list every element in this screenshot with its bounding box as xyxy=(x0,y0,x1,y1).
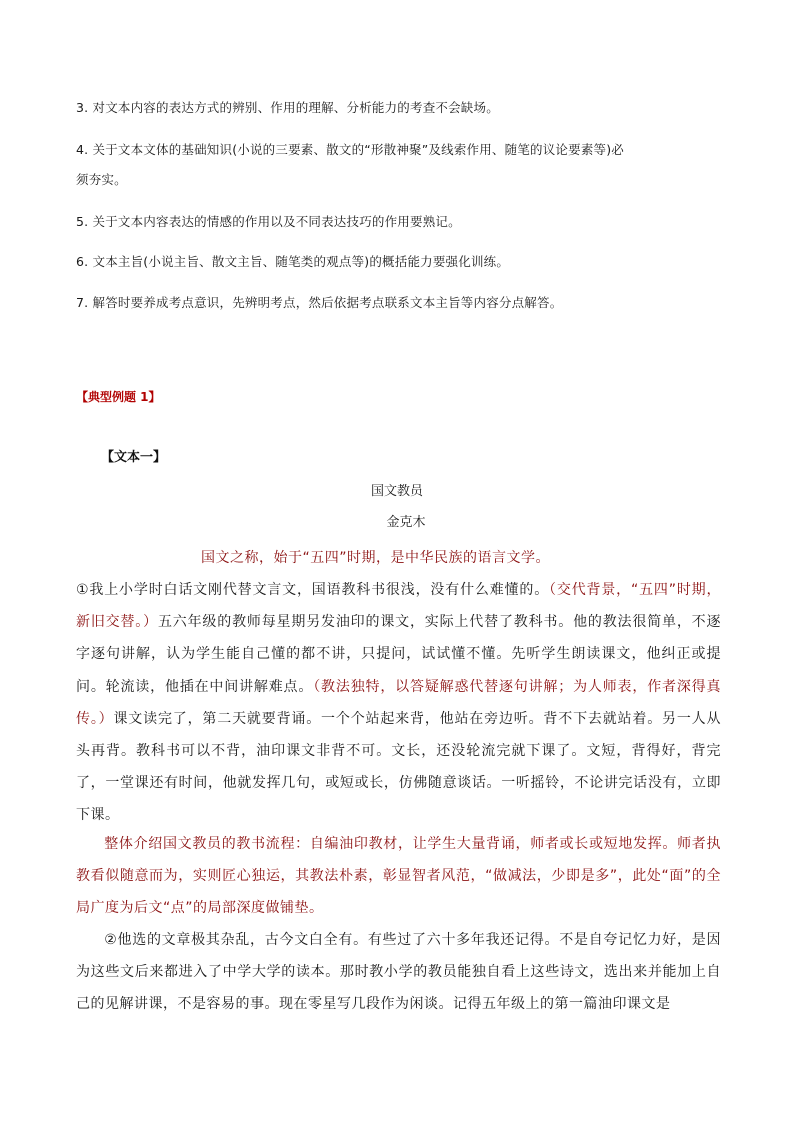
list-item-4-line2: 须夯实。 xyxy=(76,172,127,187)
example-label: 【典型例题 1】 xyxy=(76,390,161,404)
p1-part-c: 课文读完了，第二天就要背诵。一个个站起来背，他站在旁边听。背不下去就站着。另一人从头再背。教科书可以不背，油印课文非背不可。文长，还没轮流完就下课了。文短，背得好，背完了，一堂课还有时间，他就发挥几句，或短或长，仿佛随意谈话。一听摇铃，不论讲完话没有，立即下课。 xyxy=(76,710,722,824)
list-item-4-line1: 4. 关于文本文体的基础知识(小说的三要素、散文的“形散神聚”及线索作用、随笔的议论要素等)必 xyxy=(76,142,625,157)
list-item-5: 5. 关于文本内容表达的情感的作用以及不同表达技巧的作用要熟记。 xyxy=(76,214,461,229)
text-label: 【文本一】 xyxy=(101,450,167,465)
article-author: 金克木 xyxy=(386,515,426,530)
list-item-4 xyxy=(76,135,726,195)
article-title: 国文教员 xyxy=(370,484,423,499)
note-intro-text: 国文之称，始于“五四”时期，是中华民族的语言文学。 xyxy=(201,550,551,566)
note-summary xyxy=(76,828,721,925)
p2-text: ②他选的文章极其杂乱，古今文白全有。有些过了六十多年我还记得。不是自夸记忆力好，是因为这些文后来都进入了中学大学的读本。那时教小学的教员能独自看上这些诗文，选出来并能加上自己的见解讲课，不是容易的事。现在零星写几段作为闲谈。记得五年级上的第一篇油印课文是 xyxy=(76,932,721,1013)
list-item-7: 7. 解答时要养成考点意识，先辨明考点，然后依据考点联系文本主旨等内容分点解答。 xyxy=(76,295,563,310)
note-summary-text: 整体介绍国文教员的教书流程：自编油印教材，让学生大量背诵，师者或长或短地发挥。师者执教看似随意而为，实则匠心独运，其教法朴素，彰显智者风范，“做减法，少即是多”，此处“面”的全局广度为后文“点”的局部深度做铺垫。 xyxy=(76,836,721,917)
p1-note-2: （教法独特，以答疑解惑代替逐句讲解；为人师表，作者深得真传。） xyxy=(76,678,722,727)
list-item-3: 3. 对文本内容的表达方式的辨别、作用的理解、分析能力的考查不会缺场。 xyxy=(76,100,499,115)
paragraph-2 xyxy=(76,924,721,1021)
p1-part-a: ①我上小学时白话文刚代替文言文，国语教科书很浅，没有什么难懂的。 xyxy=(76,582,550,598)
paragraph-1 xyxy=(76,574,721,832)
note-intro xyxy=(76,542,721,574)
p1-note-1: （交代背景，“五四”时期，新旧交替。） xyxy=(76,582,721,631)
p1-part-b: 五六年级的教师每星期另发油印的课文，实际上代替了教科书。他的教法很简单，不逐字逐句讲解，认为学生能自己懂的都不讲，只提问，试试懂不懂。先听学生朗读课文，他纠正或提问。轮流读，他插在中间讲解难点。 xyxy=(76,614,721,695)
list-item-6: 6. 文本主旨(小说主旨、散文主旨、随笔类的观点等)的概括能力要强化训练。 xyxy=(76,254,510,269)
